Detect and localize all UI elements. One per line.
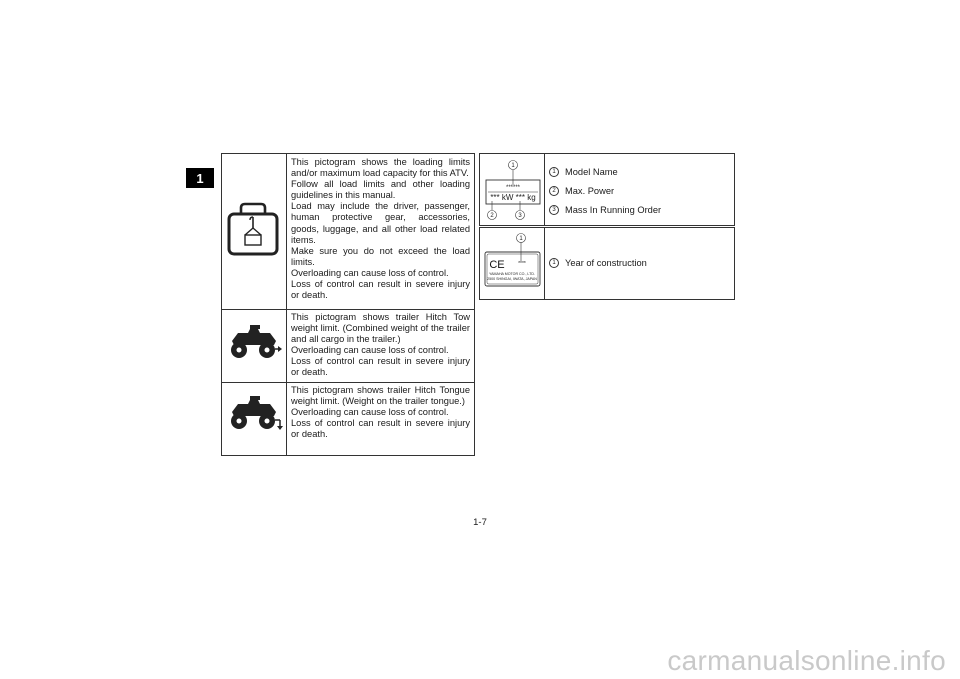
callout-number: 1 [519,236,523,242]
legend-text: Max. Power [565,186,615,196]
legend-item [549,167,618,177]
description-line: Overloading can cause loss of control. [291,345,449,356]
watermark: carmanualsonline.info [667,645,946,676]
description-line: Follow all load limits and other loading guidelines in this manual. [291,179,470,201]
description-line: This pictogram shows trailer Hitch Tongue weight limit. (Weight on the trailer tongue.) [291,385,470,407]
legend-text: Year of construction [565,258,647,268]
description-line: This pictogram shows the loading limits and/or maximum load capacity for this ATV. [291,157,470,179]
pictogram-description [287,382,474,455]
pictogram-row-hitch-tow [222,309,474,383]
maker-line-2: 2500 SHINGAI, IWATA, JAPAN [487,277,537,281]
legend-item [549,205,661,215]
pictogram-row-load-limit [222,154,474,310]
load-limit-bag-icon [222,154,287,309]
model-label-plate-icon [480,154,545,225]
legend-text: Mass In Running Order [565,205,662,215]
ce-label-table [479,227,735,300]
legend-text: Model Name [565,167,618,177]
maker-line-1: YAMAHA MOTOR CO., LTD. [489,272,535,276]
description-line: Overloading can cause loss of control. [291,407,449,418]
legend-number: 2 [549,186,559,196]
atv-hitch-tow-icon [222,309,287,382]
legend-item [549,258,647,268]
legend-number: 3 [549,205,559,215]
callout-number: 2 [490,213,494,219]
atv-hitch-tongue-icon [222,382,287,455]
legend-number: 1 [549,167,559,177]
pictogram-description [287,154,474,309]
legend-number: 1 [549,258,559,268]
ce-mark-text: CE [489,259,505,271]
model-label-legend [545,154,734,225]
description-line: Make sure you do not exceed the load limits. [291,245,470,267]
description-line: Overloading can cause loss of control. [291,267,449,278]
ce-mark-plate-icon [480,228,545,299]
model-label-table [479,153,735,226]
chapter-tab: 1 [186,168,214,188]
description-line: This pictogram shows trailer Hitch Tow weight limit. (Combined weight of the trailer and all cargo in the trailer.) [291,312,470,345]
legend-item [549,186,614,196]
year-text: **** [518,261,526,267]
pictogram-description [287,309,474,382]
ce-label-legend [545,228,734,299]
description-line: Loss of control can result in severe injury or death. [291,418,470,440]
description-line: Loss of control can result in severe injury or death. [291,356,470,378]
pictogram-row-hitch-tongue [222,382,474,455]
description-line: Loss of control can result in severe injury or death. [291,279,470,301]
page-number: 1-7 [473,517,487,528]
description-line: Load may include the driver, passenger, human protective gear, accessories, goods, luggage, and all other load related items. [291,201,470,245]
plate-model-text: ****** [505,185,521,191]
callout-number: 1 [511,163,515,169]
callout-number: 3 [518,213,522,219]
plate-specs-text: *** kW *** kg [490,193,536,202]
pictogram-table [221,153,475,456]
